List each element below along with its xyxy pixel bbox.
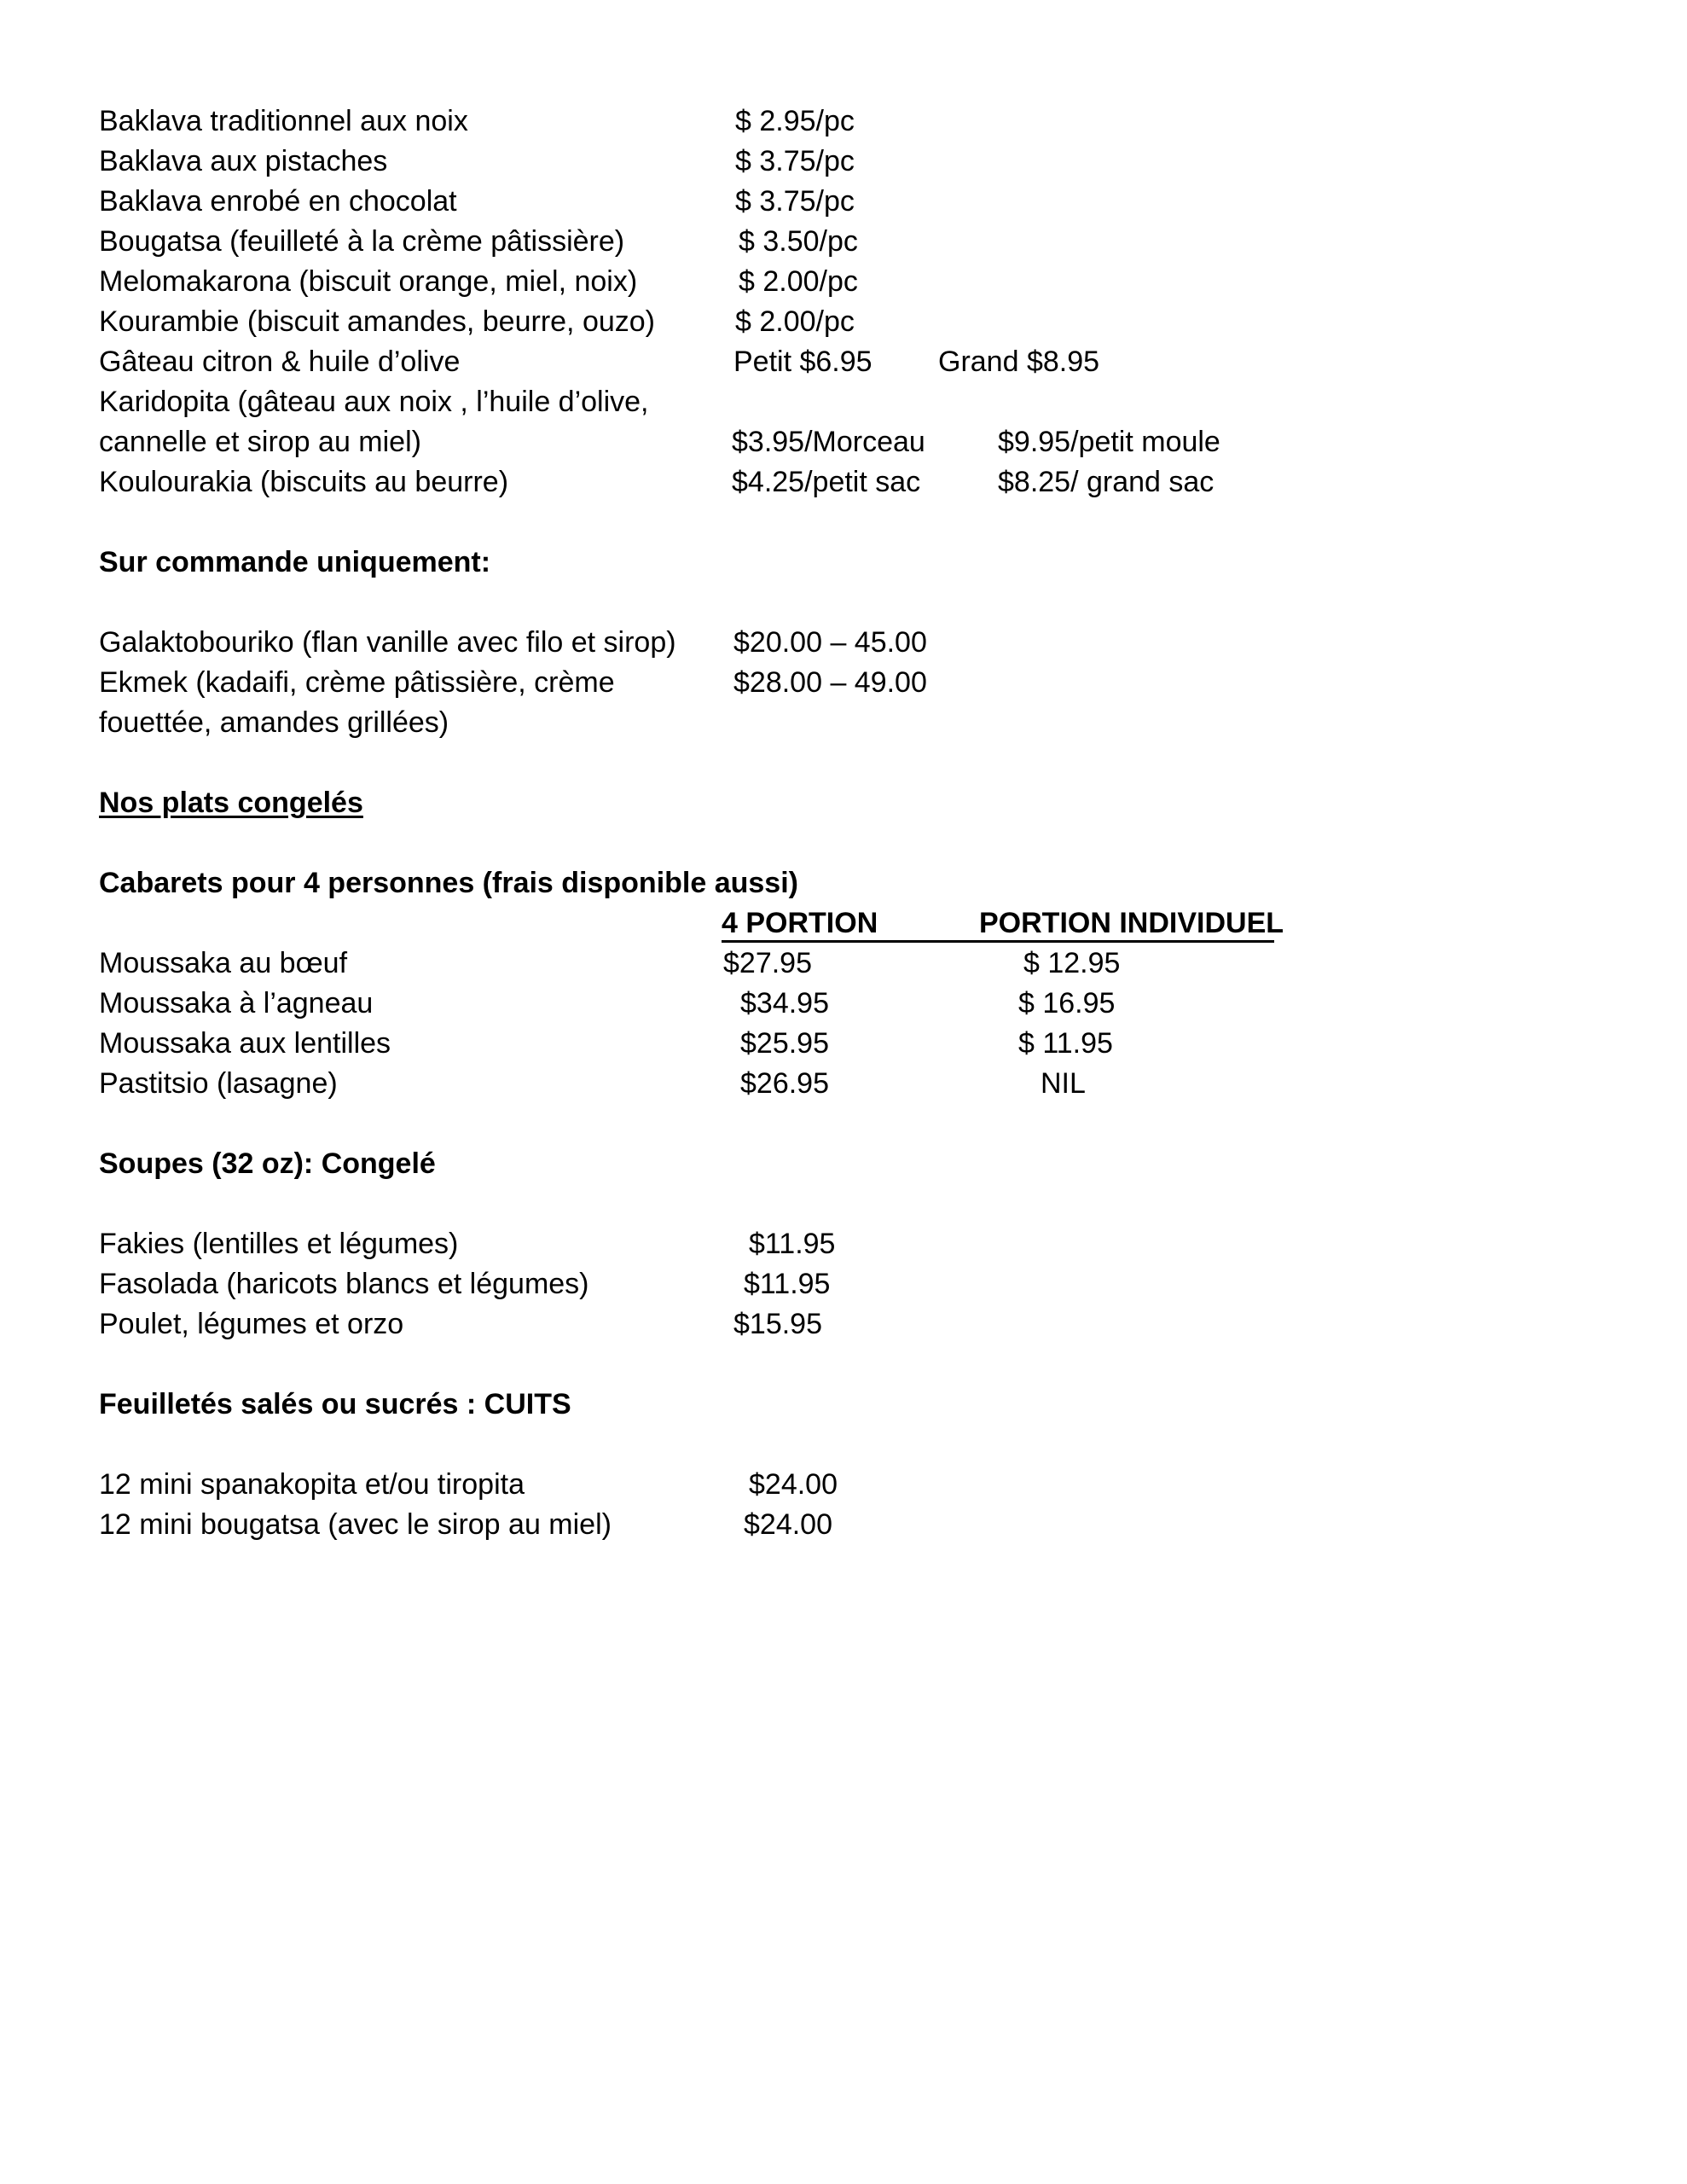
puff-item-price: $24.00 [744,1508,832,1541]
frozen-heading: Nos plats congelés [99,787,363,819]
pastry-price: $ 3.75/pc [735,145,855,177]
pastry-price-mold: $9.95/petit moule [998,426,1220,458]
pastry-name: Baklava traditionnel aux noix [99,105,468,137]
pastry-name: Baklava aux pistaches [99,145,388,177]
on-order-item-name-line2: fouettée, amandes grillées) [99,706,449,739]
puff-item-price: $24.00 [749,1468,838,1501]
pastry-price: $ 2.95/pc [735,105,855,137]
pastry-price: $ 2.00/pc [735,305,855,338]
tray-price-4: $25.95 [740,1027,829,1060]
soup-name: Fasolada (haricots blancs et légumes) [99,1268,589,1300]
trays-heading: Cabarets pour 4 personnes (frais disponible aussi) [99,867,798,899]
on-order-item-price: $20.00 – 45.00 [733,626,927,659]
on-order-item-price: $28.00 – 49.00 [733,666,927,699]
puff-item-name: 12 mini bougatsa (avec le sirop au miel) [99,1508,612,1541]
pastry-price: $ 3.50/pc [739,225,858,258]
pastry-price-large: Grand $8.95 [938,346,1100,378]
tray-price-4: $34.95 [740,987,829,1019]
tray-price-1: $ 11.95 [1018,1027,1113,1060]
tray-price-1: $ 16.95 [1018,987,1116,1019]
tray-item-name: Moussaka à l’agneau [99,987,374,1019]
pastry-name: Kourambie (biscuit amandes, beurre, ouzo) [99,305,655,338]
tray-item-name: Moussaka aux lentilles [99,1027,391,1060]
tray-price-1: $ 12.95 [1023,947,1121,979]
pastry-price: $ 3.75/pc [735,185,855,218]
puff-item-name: 12 mini spanakopita et/ou tiropita [99,1468,525,1501]
col-header-4-portion: 4 PORTION [722,907,878,939]
tray-price-4: $27.95 [723,947,812,979]
pastry-price-small: Petit $6.95 [733,346,872,378]
pastry-price-large-bag: $8.25/ grand sac [998,466,1215,498]
pastry-name: Bougatsa (feuilleté à la crème pâtissière) [99,225,625,258]
on-order-heading: Sur commande uniquement: [99,546,491,578]
pastry-price-small-bag: $4.25/petit sac [732,466,921,498]
soups-heading: Soupes (32 oz): Congelé [99,1147,436,1180]
pastry-price-piece: $3.95/Morceau [732,426,925,458]
tray-item-name: Pastitsio (lasagne) [99,1067,338,1100]
on-order-item-name: Galaktobouriko (flan vanille avec filo et sirop) [99,626,676,659]
pastry-name: Melomakarona (biscuit orange, miel, noix) [99,265,638,298]
pastry-name: Koulourakia (biscuits au beurre) [99,466,509,498]
soup-price: $15.95 [733,1308,822,1340]
col-header-individual-portion: PORTION INDIVIDUEL [979,907,1284,939]
pastry-name-line2: cannelle et sirop au miel) [99,426,421,458]
pastry-name: Gâteau citron & huile d’olive [99,346,461,378]
tray-item-name: Moussaka au bœuf [99,947,348,979]
soup-price: $11.95 [744,1268,831,1300]
soup-name: Fakies (lentilles et légumes) [99,1228,459,1260]
soup-name: Poulet, légumes et orzo [99,1308,404,1340]
tray-price-1: NIL [1041,1067,1086,1100]
pastry-price: $ 2.00/pc [739,265,858,298]
on-order-item-name-line1: Ekmek (kadaifi, crème pâtissière, crème [99,666,615,699]
tray-price-4: $26.95 [740,1067,829,1100]
pastry-name: Baklava enrobé en chocolat [99,185,457,218]
puffs-heading: Feuilletés salés ou sucrés : CUITS [99,1388,571,1420]
soup-price: $11.95 [749,1228,836,1260]
pastry-name-line1: Karidopita (gâteau aux noix , l’huile d’olive, [99,386,649,418]
